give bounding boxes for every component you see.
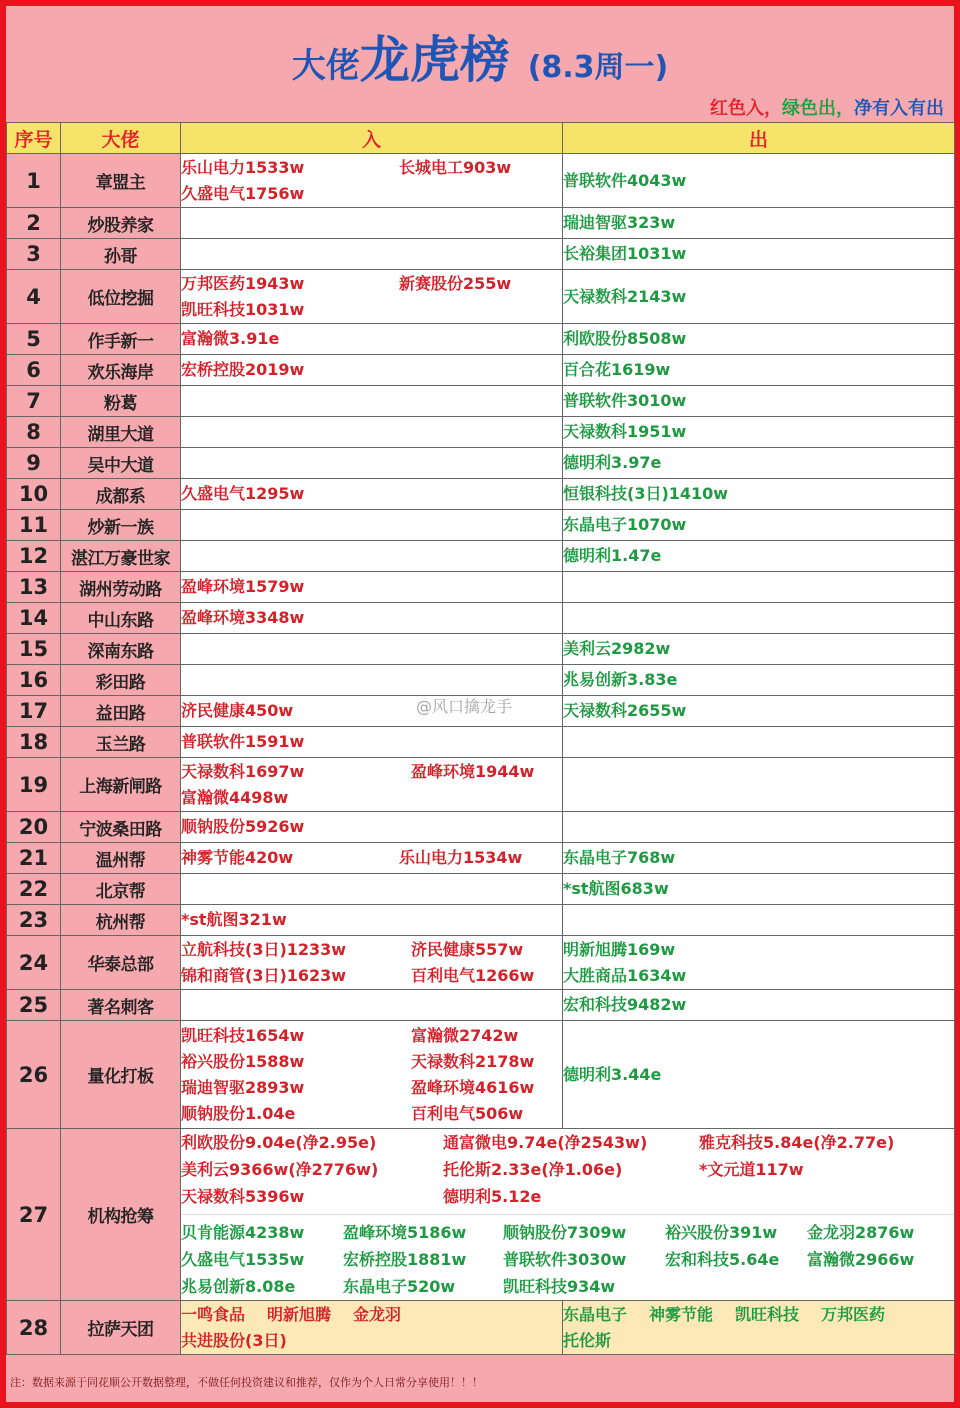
row28-in xyxy=(181,1301,563,1355)
out-item: 天禄数科2143w xyxy=(563,286,687,306)
in-item: 利欧股份9.04e(净2.95e) xyxy=(181,1133,377,1152)
out-item: 长裕集团1031w xyxy=(563,244,687,263)
in-item: 顺钠股份5926w xyxy=(181,817,305,836)
out-item: 利欧股份8508w xyxy=(563,329,687,348)
in-item: 盈峰环境1579w xyxy=(181,577,305,596)
color-legend xyxy=(710,94,944,120)
row27-trades xyxy=(181,1129,955,1301)
out-cell xyxy=(563,990,955,1021)
row-name: 机构抢筹 xyxy=(61,1129,181,1301)
out-item: 普联软件3010w xyxy=(563,391,687,410)
row-num: 16 xyxy=(7,665,61,696)
in-item: 宏桥控股2019w xyxy=(181,360,305,379)
in-list xyxy=(181,729,562,755)
row-name: 北京帮 xyxy=(61,874,181,905)
title-main: 龙虎榜 xyxy=(359,31,510,89)
out-item: 宏桥控股1881w xyxy=(343,1250,467,1269)
row-num: 27 xyxy=(7,1129,61,1301)
in-cell xyxy=(181,936,563,990)
row-num: 22 xyxy=(7,874,61,905)
in-list xyxy=(181,326,562,352)
row-name: 吴中大道 xyxy=(61,448,181,479)
out-item: 万邦医药 xyxy=(821,1304,886,1324)
in-list xyxy=(181,1023,562,1127)
out-cell xyxy=(563,843,955,874)
disclaimer-note: 注：数据来源于同花顺公开数据整理，不做任何投资建议和推荐，仅作为个人日常分享使用！！！ xyxy=(10,1376,483,1389)
ranking-table xyxy=(6,122,955,1355)
out-cell xyxy=(563,634,955,665)
in-item: 乐山电力1534w xyxy=(399,848,523,867)
in-item: 百利电气1266w xyxy=(411,965,535,985)
out-item: 恒银科技(3日)1410w xyxy=(563,484,729,503)
row-name: 宁波桑田路 xyxy=(61,812,181,843)
in-item: 富瀚微3.91e xyxy=(181,329,280,348)
out-cell xyxy=(563,324,955,355)
out-item: *st航图683w xyxy=(563,879,669,898)
row-num: 8 xyxy=(7,417,61,448)
table-row xyxy=(7,386,955,417)
table-row xyxy=(7,905,955,936)
row-num: 26 xyxy=(7,1021,61,1129)
in-cell xyxy=(181,239,563,270)
in-item: 久盛电气1756w xyxy=(181,183,305,203)
title-prefix: 大佬 xyxy=(291,46,360,86)
out-cell xyxy=(563,355,955,386)
in-item: 富瀚微2742w xyxy=(411,1025,519,1045)
table-row xyxy=(7,603,955,634)
out-cell xyxy=(563,812,955,843)
row-num: 2 xyxy=(7,208,61,239)
out-item: 天禄数科2655w xyxy=(563,701,687,720)
out-cell xyxy=(563,154,955,208)
out-item: 瑞迪智驱323w xyxy=(563,213,676,232)
row-name: 湖里大道 xyxy=(61,417,181,448)
table-row xyxy=(7,572,955,603)
in-list xyxy=(181,814,562,840)
header xyxy=(6,6,954,122)
in-item: 天禄数科2178w xyxy=(411,1051,535,1071)
row-num: 23 xyxy=(7,905,61,936)
row-name: 拉萨天团 xyxy=(61,1301,181,1355)
in-item: 新赛股份255w xyxy=(399,273,512,293)
header-num: 序号 xyxy=(7,123,61,154)
watermark: @风口擒龙手 xyxy=(416,697,513,716)
table-body xyxy=(7,154,955,1355)
row-num: 25 xyxy=(7,990,61,1021)
in-cell xyxy=(181,990,563,1021)
in-list xyxy=(181,155,562,207)
in-cell xyxy=(181,812,563,843)
in-cell xyxy=(181,154,563,208)
out-cell xyxy=(563,905,955,936)
row-name: 湖州劳动路 xyxy=(61,572,181,603)
in-cell xyxy=(181,355,563,386)
in-item: 普联软件1591w xyxy=(181,732,305,751)
out-cell xyxy=(563,936,955,990)
in-item: 锦和商管(3日)1623w xyxy=(181,965,347,985)
row-num: 20 xyxy=(7,812,61,843)
row27-out-list xyxy=(181,1214,954,1300)
in-list xyxy=(181,907,562,933)
out-cell xyxy=(563,874,955,905)
out-cell xyxy=(563,696,955,727)
table-row xyxy=(7,665,955,696)
out-cell xyxy=(563,448,955,479)
in-list xyxy=(181,481,562,507)
in-item: 美利云9366w(净2776w) xyxy=(181,1160,379,1179)
row-num: 6 xyxy=(7,355,61,386)
row-num: 14 xyxy=(7,603,61,634)
table-row xyxy=(7,874,955,905)
row-name: 粉葛 xyxy=(61,386,181,417)
in-list xyxy=(181,574,562,600)
out-item: 天禄数科1951w xyxy=(563,422,687,441)
row-name: 深南东路 xyxy=(61,634,181,665)
in-cell xyxy=(181,417,563,448)
row-name: 上海新闸路 xyxy=(61,758,181,812)
in-item: 顺钠股份1.04e xyxy=(181,1103,296,1123)
out-item: 德明利1.47e xyxy=(563,546,662,565)
header-in: 入 xyxy=(181,123,563,154)
table-row xyxy=(7,154,955,208)
out-item: 兆易创新8.08e xyxy=(181,1277,296,1296)
row-name: 著名刺客 xyxy=(61,990,181,1021)
row-name: 量化打板 xyxy=(61,1021,181,1129)
table-row xyxy=(7,479,955,510)
in-item: 凯旺科技1031w xyxy=(181,299,305,319)
table-row xyxy=(7,270,955,324)
row-num: 1 xyxy=(7,154,61,208)
in-item: 万邦医药1943w xyxy=(181,273,305,293)
header-name: 大佬 xyxy=(61,123,181,154)
in-item: 天禄数科5396w xyxy=(181,1187,305,1206)
in-item: 金龙羽 xyxy=(353,1304,402,1324)
out-item: 宏和科技5.64e xyxy=(665,1250,780,1269)
in-cell xyxy=(181,324,563,355)
out-item: 托伦斯 xyxy=(563,1330,612,1350)
table-row xyxy=(7,1021,955,1129)
out-cell xyxy=(563,386,955,417)
out-cell xyxy=(563,1021,955,1129)
legend-red: 红色入， xyxy=(710,98,782,119)
in-item: 裕兴股份1588w xyxy=(181,1051,305,1071)
out-item: 兆易创新3.83e xyxy=(563,670,678,689)
row-num: 19 xyxy=(7,758,61,812)
row-num: 28 xyxy=(7,1301,61,1355)
in-cell xyxy=(181,510,563,541)
out-item: 普联软件4043w xyxy=(563,170,687,190)
in-item: 天禄数科1697w xyxy=(181,761,305,781)
header-out: 出 xyxy=(563,123,955,154)
in-item: 共进股份(3日) xyxy=(181,1330,287,1350)
table-row xyxy=(7,448,955,479)
out-item: 明新旭腾169w xyxy=(563,939,676,959)
row-num: 12 xyxy=(7,541,61,572)
in-item: 托伦斯2.33e(净1.06e) xyxy=(443,1160,623,1179)
out-item: 凯旺科技 xyxy=(735,1304,800,1324)
table-row xyxy=(7,936,955,990)
out-item: 德明利3.44e xyxy=(563,1064,662,1084)
legend-blue: 净有入有出 xyxy=(854,98,944,119)
row-name: 作手新一 xyxy=(61,324,181,355)
table-row xyxy=(7,727,955,758)
row-num: 18 xyxy=(7,727,61,758)
table-row xyxy=(7,1129,955,1301)
in-item: 凯旺科技1654w xyxy=(181,1025,305,1045)
legend-green: 绿色出， xyxy=(782,98,854,119)
in-item: 明新旭腾 xyxy=(267,1304,332,1324)
in-item: 盈峰环境3348w xyxy=(181,608,305,627)
row-name: 低位挖掘 xyxy=(61,270,181,324)
out-item: 凯旺科技934w xyxy=(503,1277,616,1296)
in-item: 盈峰环境4616w xyxy=(411,1077,535,1097)
in-cell xyxy=(181,758,563,812)
in-item: 乐山电力1533w xyxy=(181,157,305,177)
row-num: 24 xyxy=(7,936,61,990)
out-item: 百合花1619w xyxy=(563,360,671,379)
row-name: 华泰总部 xyxy=(61,936,181,990)
table-row xyxy=(7,355,955,386)
out-cell xyxy=(563,208,955,239)
out-item: 宏和科技9482w xyxy=(563,995,687,1014)
row-name: 玉兰路 xyxy=(61,727,181,758)
out-item: 东晶电子 xyxy=(563,1304,628,1324)
row-name: 彩田路 xyxy=(61,665,181,696)
out-cell xyxy=(563,479,955,510)
row-num: 9 xyxy=(7,448,61,479)
row28-out-line1 xyxy=(563,1302,954,1328)
table-row xyxy=(7,843,955,874)
table-header-row xyxy=(7,123,955,154)
out-cell xyxy=(563,665,955,696)
table-row xyxy=(7,990,955,1021)
row-name: 欢乐海岸 xyxy=(61,355,181,386)
in-item: 一鸣食品 xyxy=(181,1304,246,1324)
page-title xyxy=(6,20,954,92)
out-item: 贝肯能源4238w xyxy=(181,1223,305,1242)
row28-in-line2 xyxy=(181,1328,562,1354)
row28-out-line2 xyxy=(563,1328,954,1354)
row-name: 杭州帮 xyxy=(61,905,181,936)
row-name: 温州帮 xyxy=(61,843,181,874)
in-list xyxy=(181,937,562,989)
in-cell xyxy=(181,727,563,758)
table-row xyxy=(7,541,955,572)
in-list xyxy=(181,759,562,811)
table-row xyxy=(7,758,955,812)
row-name: 孙哥 xyxy=(61,239,181,270)
row-num: 5 xyxy=(7,324,61,355)
row-num: 3 xyxy=(7,239,61,270)
out-item: 富瀚微2966w xyxy=(807,1250,915,1269)
in-item: 立航科技(3日)1233w xyxy=(181,939,347,959)
row-num: 11 xyxy=(7,510,61,541)
in-list xyxy=(181,845,562,871)
table-row xyxy=(7,239,955,270)
in-cell xyxy=(181,270,563,324)
out-item: 神雾节能 xyxy=(649,1304,714,1324)
out-item: 普联软件3030w xyxy=(503,1250,627,1269)
in-cell xyxy=(181,905,563,936)
in-list xyxy=(181,271,562,323)
table-row xyxy=(7,634,955,665)
in-item: 神雾节能420w xyxy=(181,848,294,867)
row-name: 炒新一族 xyxy=(61,510,181,541)
row-num: 15 xyxy=(7,634,61,665)
table-row xyxy=(7,510,955,541)
row28-in-line1 xyxy=(181,1302,562,1328)
in-list xyxy=(181,357,562,383)
in-cell xyxy=(181,386,563,417)
out-cell xyxy=(563,758,955,812)
out-item: 德明利3.97e xyxy=(563,453,662,472)
row-name: 炒股养家 xyxy=(61,208,181,239)
in-item: 盈峰环境1944w xyxy=(411,761,535,781)
row28-out xyxy=(563,1301,955,1355)
row-name: 成都系 xyxy=(61,479,181,510)
title-date: (8.3周一) xyxy=(527,50,669,85)
row-num: 17 xyxy=(7,696,61,727)
out-item: 顺钠股份7309w xyxy=(503,1223,627,1242)
in-cell xyxy=(181,634,563,665)
out-item: 美利云2982w xyxy=(563,639,671,658)
row27-in-list xyxy=(181,1129,954,1210)
in-item: 瑞迪智驱2893w xyxy=(181,1077,305,1097)
in-cell xyxy=(181,572,563,603)
table-row xyxy=(7,208,955,239)
out-cell xyxy=(563,603,955,634)
in-item: 通富微电9.74e(净2543w) xyxy=(443,1133,648,1152)
row-name: 益田路 xyxy=(61,696,181,727)
in-item: *st航图321w xyxy=(181,910,287,929)
row-num: 21 xyxy=(7,843,61,874)
in-cell xyxy=(181,448,563,479)
row-num: 10 xyxy=(7,479,61,510)
row-num: 7 xyxy=(7,386,61,417)
in-cell xyxy=(181,603,563,634)
in-item: 济民健康450w xyxy=(181,701,294,720)
row-name: 湛江万豪世家 xyxy=(61,541,181,572)
out-item: 东晶电子520w xyxy=(343,1277,456,1296)
row-num: 13 xyxy=(7,572,61,603)
out-cell xyxy=(563,239,955,270)
in-item: 长城电工903w xyxy=(399,157,512,177)
out-item: 大胜商品1634w xyxy=(563,965,687,985)
in-item: 百利电气506w xyxy=(411,1103,524,1123)
out-cell xyxy=(563,510,955,541)
out-item: 东晶电子1070w xyxy=(563,515,687,534)
in-cell xyxy=(181,541,563,572)
out-item: 裕兴股份391w xyxy=(665,1223,778,1242)
out-cell xyxy=(563,572,955,603)
out-cell xyxy=(563,727,955,758)
row-name: 章盟主 xyxy=(61,154,181,208)
in-list xyxy=(181,605,562,631)
in-item: 富瀚微4498w xyxy=(181,787,289,807)
in-item: 济民健康557w xyxy=(411,939,524,959)
in-cell xyxy=(181,665,563,696)
out-item: 盈峰环境5186w xyxy=(343,1223,467,1242)
out-item: 金龙羽2876w xyxy=(807,1223,915,1242)
in-item: *文元道117w xyxy=(699,1160,804,1179)
row-num: 4 xyxy=(7,270,61,324)
table-row xyxy=(7,324,955,355)
table-row xyxy=(7,812,955,843)
out-item: 东晶电子768w xyxy=(563,848,676,867)
in-cell xyxy=(181,479,563,510)
in-cell xyxy=(181,874,563,905)
table-row xyxy=(7,417,955,448)
in-item: 德明利5.12e xyxy=(443,1187,542,1206)
out-cell xyxy=(563,270,955,324)
in-cell xyxy=(181,208,563,239)
in-item: 雅克科技5.84e(净2.77e) xyxy=(699,1133,895,1152)
out-cell xyxy=(563,541,955,572)
out-item: 久盛电气1535w xyxy=(181,1250,305,1269)
out-cell xyxy=(563,417,955,448)
in-cell xyxy=(181,1021,563,1129)
in-cell xyxy=(181,843,563,874)
table-row xyxy=(7,1301,955,1355)
row-name: 中山东路 xyxy=(61,603,181,634)
in-item: 久盛电气1295w xyxy=(181,484,305,503)
